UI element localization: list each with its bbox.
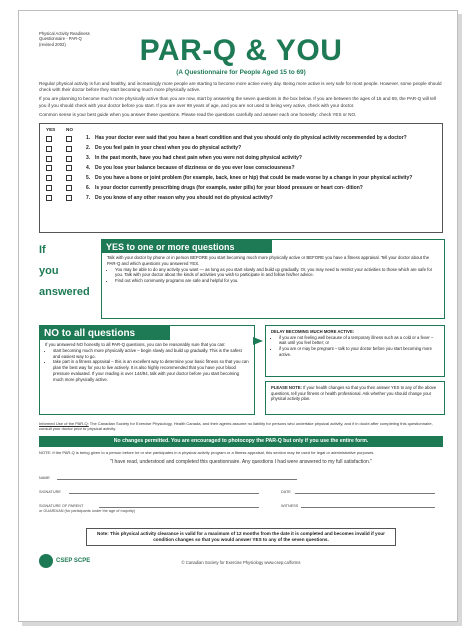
no-checkbox[interactable]: [66, 156, 72, 162]
guardian-label: or GUARDIAN (for participants under the age of majority): [39, 508, 136, 513]
no-checkbox[interactable]: [66, 195, 72, 201]
yes-checkbox[interactable]: [46, 165, 52, 171]
question-text: Has your doctor ever said that you have a heart condition and that you should only do physical activity recommended by a doctor?: [95, 135, 407, 142]
you-word: you: [39, 264, 59, 277]
yes-bullet: • You may be able to do any activity you want — as long as you start slowly and build up gradually. Or, you may need to restrict your activities to those which are safe for you. Talk with your doctor about the kinds of activities you wish to participate in and follow his/her advice.: [115, 267, 439, 279]
parent-signature-field[interactable]: [99, 500, 259, 508]
question-number: 2.: [86, 145, 91, 152]
no-bullet: • start becoming much more physically active – begin slowly and build up gradually. This is the safest and easiest way to go.: [53, 348, 249, 360]
page-subtitle: (A Questionnaire for People Aged 15 to 69): [176, 69, 306, 76]
witness-field[interactable]: [301, 500, 435, 508]
please-note-label: PLEASE NOTE:: [271, 384, 302, 390]
declaration-statement: "I have read, understood and completed this questionnaire. Any questions I had were answered to my full satisfaction.": [109, 459, 373, 466]
yes-checkbox[interactable]: [46, 136, 52, 142]
signature-field[interactable]: [69, 486, 259, 494]
validity-note: Note: This physical activity clearance is valid for a maximum of 12 months from the date it is completed and becomes invalid if your condition changes so that you would answer YES to any of the seven questions.: [86, 528, 396, 546]
delay-bullet: • if you are or may be pregnant – talk to your doctor before you start becoming more active.: [279, 346, 439, 357]
parent-signature-label: SIGNATURE OF PARENT: [39, 503, 84, 508]
no-column-label: NO: [66, 126, 73, 132]
date-field[interactable]: [295, 486, 435, 494]
yes-section: [39, 239, 443, 319]
yes-checkbox[interactable]: [46, 185, 52, 191]
questions-header: [46, 127, 436, 133]
question-row: [46, 155, 436, 162]
question-text: Is your doctor currently prescribing drugs (for example, water pills) for your blood pressure or heart con- dition?: [95, 184, 363, 191]
no-checkbox[interactable]: [66, 136, 72, 142]
delay-bullet: • if you are not feeling well because of a temporary illness such as a cold or a fever – wait until you feel better; or: [279, 335, 439, 346]
no-paragraph: If you answered NO honestly to all PAR-Q questions, you can be reasonably sure that you can:: [45, 341, 226, 347]
delay-heading: DELAY BECOMING MUCH MORE ACTIVE:: [271, 328, 355, 334]
question-number: 5.: [86, 174, 91, 181]
intro-paragraph: If you are planning to become much more physically active than you are now, start by answering the seven questions in the box below. If you are between the ages of 15 and 69, the PAR-Q will tell you if you should check with your doctor before you start. If you are over 69 years of age, and you are not used to being very active, check with your doctor.: [39, 96, 436, 108]
question-row: [46, 145, 436, 152]
name-label: NAME: [39, 475, 50, 480]
meta-line: (revised 2002): [39, 41, 66, 47]
question-text: Do you know of any other reason why you should not do physical activity?: [95, 194, 273, 201]
footer: [39, 550, 443, 576]
delay-box: [265, 325, 445, 377]
page-title: PAR-Q & YOU: [139, 34, 343, 67]
yes-bullet: • Find out which community programs are safe and helpful for you.: [115, 278, 439, 284]
question-row: [46, 195, 436, 202]
informed-text: The Canadian Society for Exercise Physiology, Health Canada, and their agents assume no liability for persons who undertake physical activity, and if in doubt after completing this questionnaire, consult your doctor prior to physical activity.: [39, 420, 433, 432]
yes-checkbox[interactable]: [46, 195, 52, 201]
header: [39, 31, 443, 81]
no-heading: NO to all questions: [40, 326, 170, 340]
no-section: [39, 325, 443, 415]
yes-content: [102, 253, 444, 286]
meta-line: Physical Activity Readiness: [39, 31, 90, 36]
question-text: Do you have a bone or joint problem (for example, back, knee or hip) that could be made worse by a change in your physical activity?: [95, 174, 413, 181]
logo-text: CSEP SCPE: [56, 558, 91, 565]
no-checkbox[interactable]: [66, 165, 72, 171]
yes-paragraph: Talk with your doctor by phone or in person BEFORE you start becoming much more physically active or BEFORE you have a fitness appraisal. Tell your doctor about the PAR-Q and which questions you answered YES.: [107, 254, 430, 266]
question-number: 4.: [86, 164, 91, 171]
no-changes-banner: No changes permitted. You are encouraged to photocopy the PAR-Q but only if you use the entire form.: [39, 436, 443, 447]
no-content: [40, 340, 254, 385]
informed-use: [39, 421, 443, 432]
yes-box: [101, 239, 445, 319]
name-field[interactable]: [57, 472, 297, 480]
question-text: Do you lose your balance because of dizziness or do you ever lose consciousness?: [95, 164, 295, 171]
meta-line: Questionnaire - PAR-Q: [39, 36, 82, 42]
answered-word: answered: [39, 285, 90, 298]
legal-note: NOTE: If the PAR-Q is being given to a person before he or she participates in a physical activity program or a fitness appraisal, this section may be used for legal or administrative purposes.: [39, 449, 375, 455]
informed-label: Informed Use of the PAR-Q:: [39, 420, 89, 426]
question-number: 6.: [86, 184, 91, 191]
no-checkbox[interactable]: [66, 175, 72, 181]
please-note-box: [265, 381, 445, 415]
question-text: Do you feel pain in your chest when you do physical activity?: [95, 145, 242, 152]
if-you-answered: [39, 243, 90, 300]
date-label: DATE: [281, 489, 291, 494]
question-row: [46, 165, 436, 172]
question-number: 7.: [86, 194, 91, 201]
questions-box: [39, 123, 443, 233]
yes-checkbox[interactable]: [46, 146, 52, 152]
no-checkbox[interactable]: [66, 185, 72, 191]
questions-list: [46, 135, 436, 201]
yes-column-label: YES: [46, 126, 56, 132]
question-number: 3.: [86, 155, 91, 161]
witness-label: WITNESS: [281, 503, 299, 508]
signature-label: SIGNATURE: [39, 489, 61, 494]
arrow-right-icon: [253, 337, 263, 345]
yes-checkbox[interactable]: [46, 175, 52, 181]
question-row: [46, 185, 436, 192]
no-bullet: • take part in a fitness appraisal – this is an excellent way to determine your basic fitness so that you can plan the best way for you to live actively. It is also highly recommended that you have your blood pressure evaluated. If your reading is over 144/94, talk with your doctor before you start becoming much more physically active.: [53, 359, 249, 382]
yes-checkbox[interactable]: [46, 156, 52, 162]
question-text: In the past month, have you had chest pain when you were not doing physical activity?: [95, 155, 302, 161]
intro-paragraph: Regular physical activity is fun and healthy, and increasingly more people are starting to become more active every day. Being more active is very safe for most people. However, some people should check with their doctor before they start becoming much more physically active.: [39, 81, 442, 93]
question-row: [46, 135, 436, 142]
yes-heading: YES to one or more questions: [102, 240, 272, 253]
form-page: [18, 10, 458, 622]
question-number: 1.: [86, 135, 91, 142]
intro-paragraph: Common sense is your best guide when you answer these questions. Please read the questions carefully and answer each one honestly: check YES or NO.: [39, 111, 357, 117]
please-note-text: If your health changes so that you then answer YES to any of the above questions, tell your fitness or health professional. Ask whether you should change your physical activity plan.: [271, 384, 437, 402]
signature-section: [39, 472, 443, 520]
copyright: © Canadian Society for Exercise Physiology www.csep.ca/forms: [181, 560, 301, 566]
no-checkbox[interactable]: [66, 146, 72, 152]
no-box: [39, 325, 255, 415]
if-word: If: [39, 243, 46, 256]
question-row: [46, 175, 436, 182]
